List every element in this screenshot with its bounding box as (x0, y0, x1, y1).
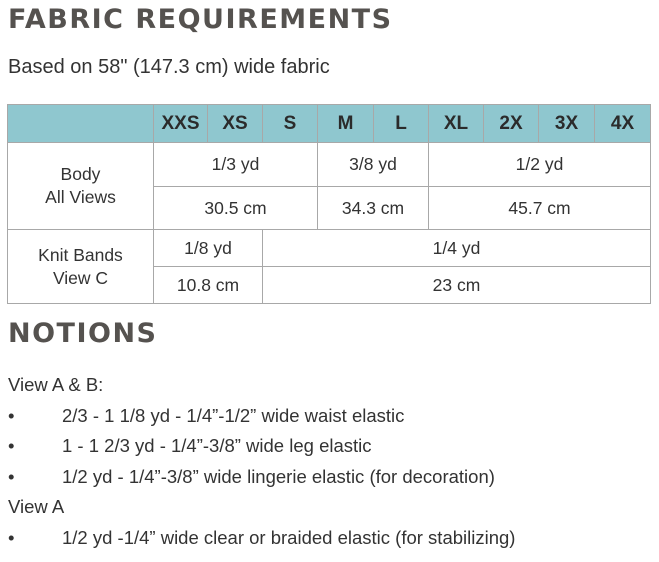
group-label: View A (8, 496, 65, 517)
table-cell: 10.8 cm (154, 267, 263, 304)
list-item (8, 431, 372, 462)
row-label-line: All Views (45, 187, 116, 207)
size-header: 2X (484, 105, 539, 143)
size-header: XXS (154, 105, 208, 143)
fabric-requirements-title: FABRIC REQUIREMENTS (8, 4, 393, 35)
table-cell: 3/8 yd (318, 143, 429, 187)
list-item-text: 1/2 yd -1/4” wide clear or braided elastic (for stabilizing) (62, 526, 516, 548)
row-label-line: Body (60, 164, 101, 185)
list-item-text: 2/3 - 1 1/8 yd - 1/4”-1/2” wide waist elastic (62, 404, 405, 426)
table-cell: 1/8 yd (154, 230, 263, 267)
row-label-knit-bands (8, 230, 154, 304)
size-header: M (318, 105, 374, 143)
group-label: View A & B: (8, 374, 104, 395)
size-header: XS (208, 105, 263, 143)
row-label-line: View C (52, 267, 109, 288)
size-header: 3X (539, 105, 595, 143)
fabric-requirements-table (7, 104, 651, 304)
table-cell: 1/3 yd (154, 143, 318, 187)
row-label-line: Knit Bands (38, 244, 123, 265)
table-cell: 34.3 cm (318, 187, 429, 230)
table-cell: 45.7 cm (429, 187, 651, 230)
size-header-row (8, 105, 651, 143)
table-row (8, 230, 651, 267)
notions-list (8, 370, 516, 553)
list-item-text: 1/2 yd - 1/4”-3/8” wide lingerie elastic (for decoration) (62, 465, 495, 487)
size-header: S (263, 105, 318, 143)
table-cell: 1/4 yd (263, 230, 651, 267)
list-item (8, 523, 516, 554)
size-header: L (374, 105, 429, 143)
list-item (8, 462, 495, 493)
bullet: • (8, 526, 15, 548)
table-cell: 30.5 cm (154, 187, 318, 230)
bullet: • (8, 465, 15, 487)
notions-title: NOTIONS (8, 318, 158, 349)
bullet: • (8, 404, 15, 426)
table-row (8, 143, 651, 187)
corner-cell (8, 105, 154, 143)
row-label-body (8, 143, 154, 230)
table-cell: 23 cm (263, 267, 651, 304)
size-header: 4X (595, 105, 651, 143)
list-item (8, 401, 405, 432)
list-item-text: 1 - 1 2/3 yd - 1/4”-3/8” wide leg elastic (62, 435, 372, 456)
table-cell: 1/2 yd (429, 143, 651, 187)
size-header: XL (429, 105, 484, 143)
bullet: • (8, 435, 15, 456)
fabric-width-note: Based on 58" (147.3 cm) wide fabric (8, 56, 330, 78)
